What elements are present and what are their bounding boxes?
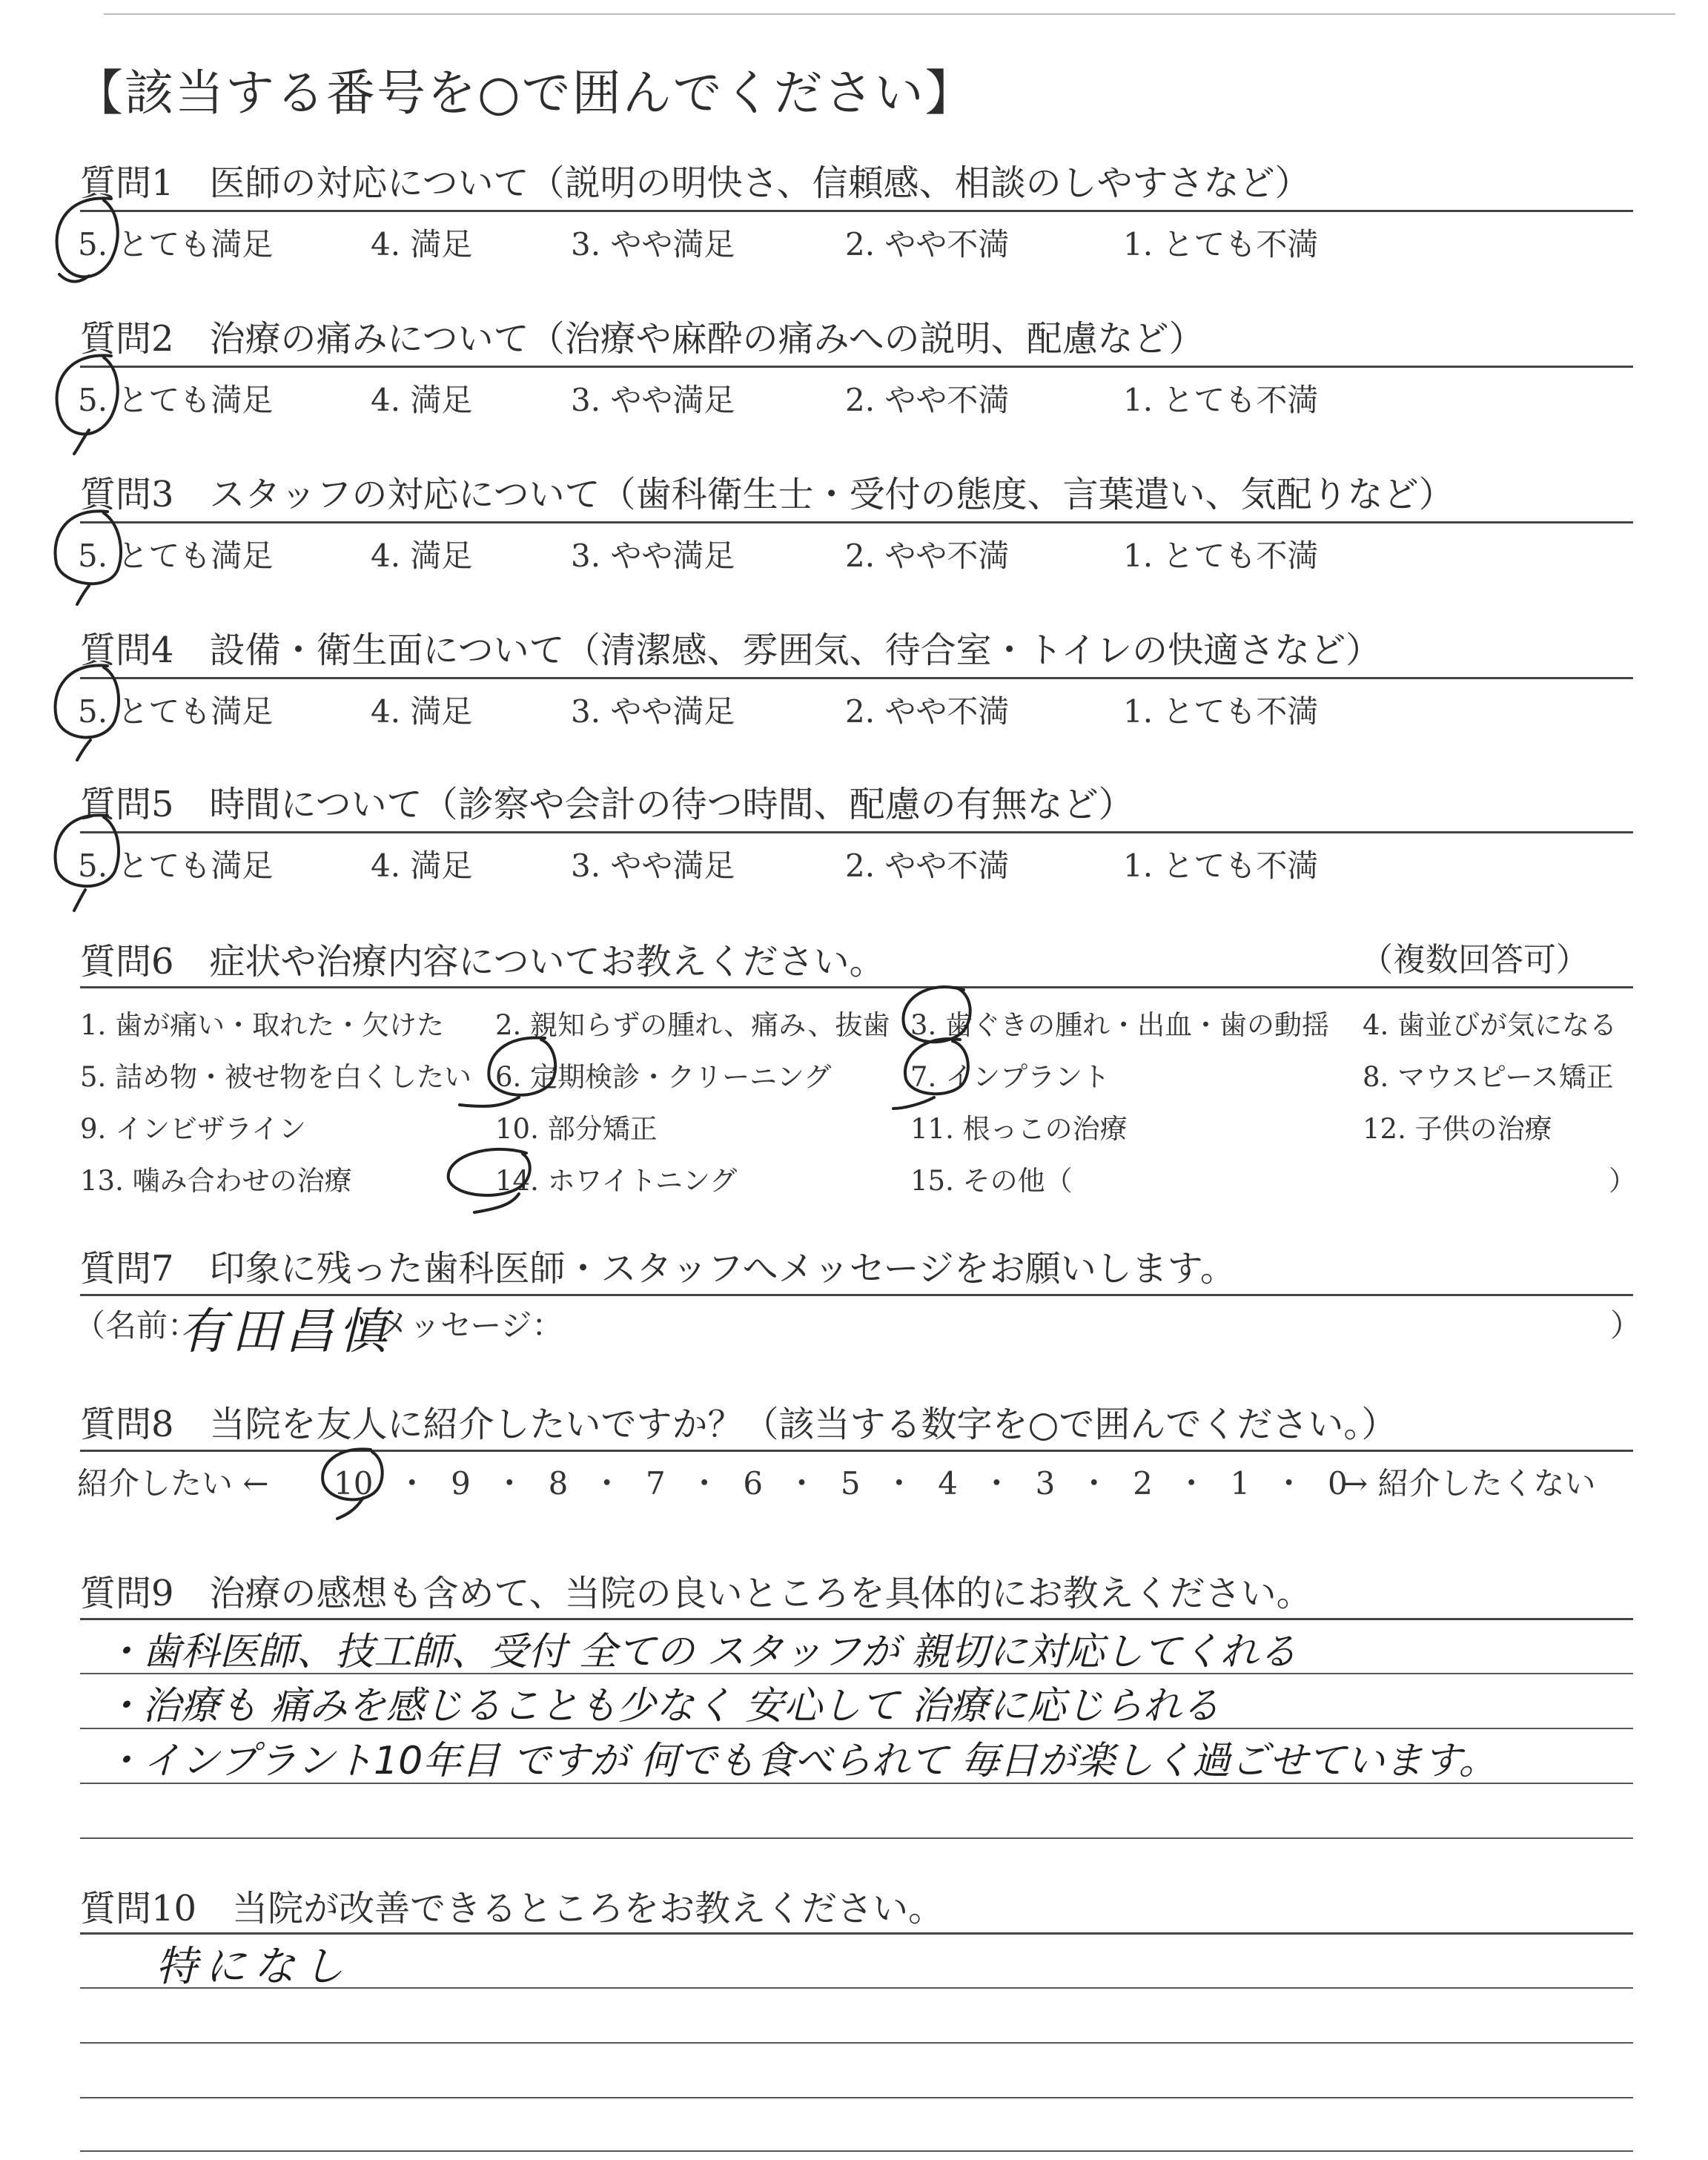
recommend-label: 紹介したい ←: [77, 1465, 269, 1502]
q4-option-4[interactable]: 4. 満足: [371, 693, 473, 730]
question-9-heading: 質問9 治療の感想も含めて、当院の良いところを具体的にお教えください。: [80, 1573, 1312, 1614]
q6-item-5[interactable]: 5. 詰め物・被せ物を白くしたい: [80, 1061, 472, 1093]
q5-option-3[interactable]: 3. やや満足: [571, 848, 735, 884]
question-4-heading: 質問4 設備・衛生面について（清潔感、雰囲気、待合室・トイレの快適さなど）: [80, 630, 1382, 671]
answer-line: [80, 1837, 1633, 1839]
q6-item-12[interactable]: 12. 子供の治療: [1363, 1113, 1552, 1145]
answer-line: [80, 2042, 1633, 2044]
q4-option-3[interactable]: 3. やや満足: [571, 693, 735, 730]
page-title: 【該当する番号を○で囲んでください】: [74, 65, 976, 122]
divider: [80, 366, 1633, 368]
q3-option-5[interactable]: 5. とても満足: [78, 538, 274, 574]
divider: [80, 986, 1633, 988]
q2-option-2[interactable]: 2. やや不満: [845, 382, 1010, 418]
q6-item-14[interactable]: 14. ホワイトニング: [495, 1165, 738, 1197]
question-3-heading: 質問3 スタッフの対応について（歯科衛生士・受付の態度、言葉遣い、気配りなど）: [80, 474, 1454, 515]
question-5-heading: 質問5 時間について（診察や会計の待つ時間、配慮の有無など）: [80, 784, 1134, 825]
divider: [80, 677, 1633, 679]
q5-option-2[interactable]: 2. やや不満: [845, 848, 1010, 884]
divider: [80, 210, 1633, 212]
q2-option-5[interactable]: 5. とても満足: [78, 382, 274, 418]
q9-answer-line-1[interactable]: ・歯科医師、技工師、受付 全ての スタッフが 親切に対応してくれる: [104, 1630, 1297, 1674]
q3-option-3[interactable]: 3. やや満足: [571, 538, 735, 574]
question-6-heading: 質問6 症状や治療内容についてお教えください。: [80, 941, 885, 982]
q6-item-6[interactable]: 6. 定期検診・クリーニング: [495, 1061, 832, 1093]
divider: [80, 1450, 1633, 1452]
name-label: （名前：: [74, 1307, 199, 1344]
q2-option-3[interactable]: 3. やや満足: [571, 382, 735, 418]
answer-line: [80, 2097, 1633, 2098]
scan-edge-line: [104, 13, 1675, 15]
handwritten-name[interactable]: 有田昌慎: [178, 1303, 391, 1360]
q2-option-4[interactable]: 4. 満足: [371, 382, 473, 418]
question-2-heading: 質問2 治療の痛みについて（治療や麻酔の痛みへの説明、配慮など）: [80, 318, 1205, 360]
q9-answer-line-3[interactable]: ・インプラント10年目 ですが 何でも食べられて 毎日が楽しく過ごせています。: [104, 1739, 1497, 1783]
q10-answer[interactable]: 特になし: [156, 1943, 351, 1991]
message-close-paren: ）: [1610, 1307, 1642, 1344]
q4-option-1[interactable]: 1. とても不満: [1123, 693, 1319, 730]
q9-answer-line-2[interactable]: ・治療も 痛みを感じることも少なく 安心して 治療に応じられる: [104, 1684, 1220, 1728]
divider: [80, 831, 1633, 833]
q1-option-2[interactable]: 2. やや不満: [845, 226, 1010, 262]
divider: [80, 521, 1633, 524]
q1-option-3[interactable]: 3. やや満足: [571, 226, 735, 262]
q1-option-1[interactable]: 1. とても不満: [1123, 226, 1319, 262]
q1-option-4[interactable]: 4. 満足: [371, 226, 473, 262]
message-label: メッセージ：: [378, 1307, 563, 1344]
recommend-scale[interactable]: 10 ・ 9 ・ 8 ・ 7 ・ 6 ・ 5 ・ 4 ・ 3 ・ 2 ・ 1 ・ 0: [334, 1465, 1348, 1502]
q6-item-2[interactable]: 2. 親知らずの腫れ、痛み、抜歯: [495, 1009, 890, 1041]
question-7-heading: 質問7 印象に残った歯科医師・スタッフへメッセージをお願いします。: [80, 1248, 1236, 1289]
q6-item-11[interactable]: 11. 根っこの治療: [910, 1113, 1128, 1145]
q6-item-10[interactable]: 10. 部分矯正: [495, 1113, 658, 1145]
q3-option-2[interactable]: 2. やや不満: [845, 538, 1010, 574]
q6-item-15-other[interactable]: 15. その他（: [910, 1165, 1073, 1197]
question-1-heading: 質問1 医師の対応について（説明の明快さ、信頼感、相談のしやすさなど）: [80, 162, 1311, 204]
q4-option-2[interactable]: 2. やや不満: [845, 693, 1010, 730]
question-10-heading: 質問10 当院が改善できるところをお教えください。: [80, 1888, 944, 1929]
q2-option-1[interactable]: 1. とても不満: [1123, 382, 1319, 418]
answer-line: [80, 2150, 1633, 2152]
question-8-heading: 質問8 当院を友人に紹介したいですか？（該当する数字を○で囲んでください。）: [80, 1404, 1397, 1445]
q1-option-5[interactable]: 5. とても満足: [78, 226, 274, 262]
q6-item-7[interactable]: 7. インプラント: [910, 1061, 1110, 1093]
multiple-answers-note: （複数回答可）: [1360, 941, 1589, 979]
q6-item-13[interactable]: 13. 噛み合わせの治療: [80, 1165, 352, 1197]
q6-item-1[interactable]: 1. 歯が痛い・取れた・欠けた: [80, 1009, 445, 1041]
q6-item-3[interactable]: 3. 歯ぐきの腫れ・出血・歯の動揺: [910, 1009, 1330, 1041]
q3-option-1[interactable]: 1. とても不満: [1123, 538, 1319, 574]
q5-option-5[interactable]: 5. とても満足: [78, 848, 274, 884]
other-close-paren: ）: [1609, 1165, 1636, 1197]
q6-item-9[interactable]: 9. インビザライン: [80, 1113, 306, 1145]
q6-item-8[interactable]: 8. マウスピース矯正: [1363, 1061, 1614, 1093]
q4-option-5[interactable]: 5. とても満足: [78, 693, 274, 730]
q5-option-4[interactable]: 4. 満足: [371, 848, 473, 884]
not-recommend-label: → 紹介したくない: [1342, 1465, 1596, 1502]
q5-option-1[interactable]: 1. とても不満: [1123, 848, 1319, 884]
q6-item-4[interactable]: 4. 歯並びが気になる: [1363, 1009, 1618, 1041]
q3-option-4[interactable]: 4. 満足: [371, 538, 473, 574]
